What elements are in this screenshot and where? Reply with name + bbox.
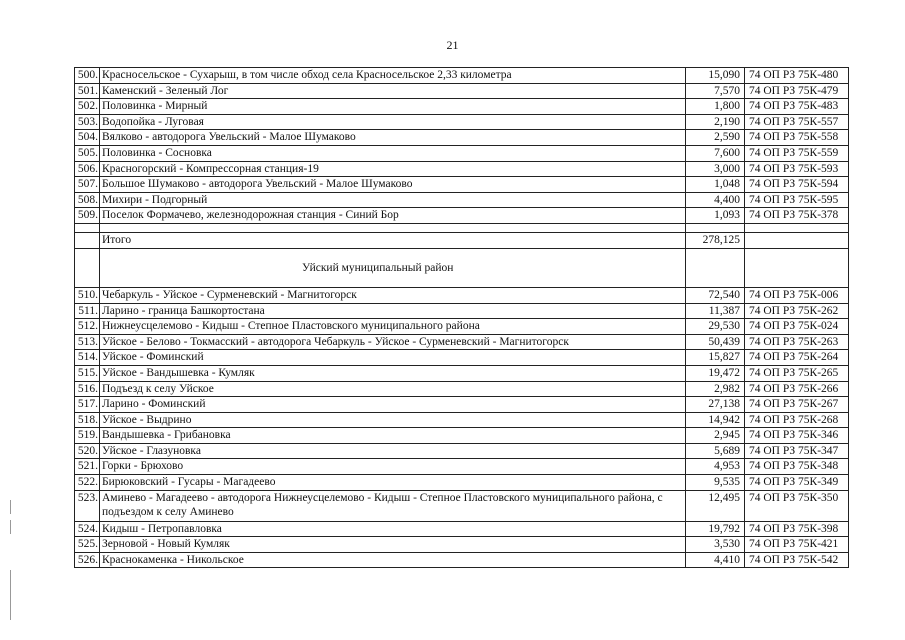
road-code: 74 ОП РЗ 75К-398: [745, 521, 849, 537]
road-name: Красносельское - Сухарыш, в том числе обход села Красносельское 2,33 километра: [100, 68, 686, 84]
row-number: 510.: [75, 287, 100, 303]
road-code: 74 ОП РЗ 75К-266: [745, 381, 849, 397]
road-name: Красногорский - Компрессорная станция-19: [100, 161, 686, 177]
road-length: 27,138: [686, 397, 745, 413]
row-number: 500.: [75, 68, 100, 84]
road-name: Поселок Формачево, железнодорожная станция - Синий Бор: [100, 208, 686, 224]
road-name: Уйское - Фоминский: [100, 350, 686, 366]
road-code: 74 ОП РЗ 75К-264: [745, 350, 849, 366]
road-code: 74 ОП РЗ 75К-479: [745, 83, 849, 99]
road-name: Вандышевка - Грибановка: [100, 428, 686, 444]
table-row: [75, 334, 849, 350]
road-length: 29,530: [686, 319, 745, 335]
road-code: 74 ОП РЗ 75К-350: [745, 490, 849, 521]
table-row: [75, 552, 849, 568]
road-name: Уйское - Глазуновка: [100, 443, 686, 459]
section1-body: [75, 68, 849, 224]
road-length: 19,792: [686, 521, 745, 537]
road-length: 4,953: [686, 459, 745, 475]
road-name: Уйское - Белово - Токмасский - автодорога Чебаркуль - Уйское - Сурменевский - Магнитогорск: [100, 334, 686, 350]
road-code: 74 ОП РЗ 75К-559: [745, 145, 849, 161]
table-row: [75, 459, 849, 475]
table-row: [75, 68, 849, 84]
row-number: 518.: [75, 412, 100, 428]
row-number: 524.: [75, 521, 100, 537]
table-row: [75, 161, 849, 177]
road-length: 1,048: [686, 177, 745, 193]
table-row: [75, 114, 849, 130]
road-length: 3,000: [686, 161, 745, 177]
total-label: Итого: [100, 232, 686, 248]
road-name: Ларино - граница Башкортостана: [100, 303, 686, 319]
row-number: 512.: [75, 319, 100, 335]
row-number: 505.: [75, 145, 100, 161]
row-number: 507.: [75, 177, 100, 193]
road-name: Ларино - Фоминский: [100, 397, 686, 413]
road-code: 74 ОП РЗ 75К-346: [745, 428, 849, 444]
road-code: 74 ОП РЗ 75К-347: [745, 443, 849, 459]
road-length: 15,827: [686, 350, 745, 366]
road-length: 4,400: [686, 192, 745, 208]
road-length: 12,495: [686, 490, 745, 521]
table-row: [75, 99, 849, 115]
road-length: 2,590: [686, 130, 745, 146]
road-name: Аминево - Магадеево - автодорога Нижнеусцелемово - Кидыш - Степное Пластовского муниципального района, с подъездом к селу Аминево: [100, 490, 686, 521]
road-name: Подъезд к селу Уйское: [100, 381, 686, 397]
road-length: 1,093: [686, 208, 745, 224]
table-row: [75, 412, 849, 428]
road-length: 14,942: [686, 412, 745, 428]
table-row: [75, 145, 849, 161]
row-number: 525.: [75, 537, 100, 553]
road-length: 2,945: [686, 428, 745, 444]
table-row: [75, 381, 849, 397]
row-number: 506.: [75, 161, 100, 177]
road-length: 5,689: [686, 443, 745, 459]
table-row: [75, 475, 849, 491]
road-name: Вялково - автодорога Увельский - Малое Шумаково: [100, 130, 686, 146]
page-number: 21: [446, 38, 459, 52]
road-code: 74 ОП РЗ 75К-593: [745, 161, 849, 177]
road-code: 74 ОП РЗ 75К-024: [745, 319, 849, 335]
table-row: [75, 365, 849, 381]
row-number: 515.: [75, 365, 100, 381]
table-row: [75, 319, 849, 335]
road-code: 74 ОП РЗ 75К-557: [745, 114, 849, 130]
road-code: 74 ОП РЗ 75К-267: [745, 397, 849, 413]
roads-table: [74, 67, 849, 568]
table-row: [75, 428, 849, 444]
road-code: 74 ОП РЗ 75К-595: [745, 192, 849, 208]
table-row: [75, 537, 849, 553]
road-code: 74 ОП РЗ 75К-421: [745, 537, 849, 553]
table-row: [75, 130, 849, 146]
row-number: 501.: [75, 83, 100, 99]
road-code: 74 ОП РЗ 75К-480: [745, 68, 849, 84]
road-code: 74 ОП РЗ 75К-594: [745, 177, 849, 193]
table-row: [75, 192, 849, 208]
table-row: [75, 397, 849, 413]
row-number: 522.: [75, 475, 100, 491]
road-length: 72,540: [686, 287, 745, 303]
road-length: 15,090: [686, 68, 745, 84]
road-length: 1,800: [686, 99, 745, 115]
road-length: 2,982: [686, 381, 745, 397]
road-name: Водопойка - Луговая: [100, 114, 686, 130]
section1-summary: [75, 223, 849, 287]
road-code: 74 ОП РЗ 75К-006: [745, 287, 849, 303]
row-number: 519.: [75, 428, 100, 444]
total-row: [75, 232, 849, 248]
road-code: 74 ОП РЗ 75К-483: [745, 99, 849, 115]
row-number: 523.: [75, 490, 100, 521]
row-number: 514.: [75, 350, 100, 366]
road-name: Михири - Подгорный: [100, 192, 686, 208]
table-row: [75, 83, 849, 99]
road-length: 3,530: [686, 537, 745, 553]
table-row: [75, 490, 849, 521]
row-number: 513.: [75, 334, 100, 350]
district-heading-row: [75, 248, 849, 287]
row-number: 520.: [75, 443, 100, 459]
road-code: 74 ОП РЗ 75К-378: [745, 208, 849, 224]
road-name: Краснокаменка - Никольское: [100, 552, 686, 568]
road-name: Уйское - Вандышевка - Кумляк: [100, 365, 686, 381]
row-number: 503.: [75, 114, 100, 130]
road-length: 9,535: [686, 475, 745, 491]
row-number: 521.: [75, 459, 100, 475]
margin-mark: [10, 570, 11, 620]
table-row: [75, 208, 849, 224]
row-number: 504.: [75, 130, 100, 146]
road-code: 74 ОП РЗ 75К-262: [745, 303, 849, 319]
road-name: Бирюковский - Гусары - Магадеево: [100, 475, 686, 491]
row-number: 502.: [75, 99, 100, 115]
road-code: 74 ОП РЗ 75К-558: [745, 130, 849, 146]
row-number: 508.: [75, 192, 100, 208]
road-name: Кидыш - Петропавловка: [100, 521, 686, 537]
section2-body: [75, 287, 849, 568]
row-number: 509.: [75, 208, 100, 224]
road-code: 74 ОП РЗ 75К-265: [745, 365, 849, 381]
road-code: 74 ОП РЗ 75К-542: [745, 552, 849, 568]
road-name: Уйское - Выдрино: [100, 412, 686, 428]
road-length: 19,472: [686, 365, 745, 381]
table-row: [75, 443, 849, 459]
table-row: [75, 350, 849, 366]
table-row: [75, 287, 849, 303]
margin-mark: [10, 520, 11, 534]
row-number: 511.: [75, 303, 100, 319]
road-length: 7,570: [686, 83, 745, 99]
road-name: Большое Шумаково - автодорога Увельский - Малое Шумаково: [100, 177, 686, 193]
road-name: Горки - Брюхово: [100, 459, 686, 475]
row-number: 516.: [75, 381, 100, 397]
district-title: Уйский муниципальный район: [302, 261, 454, 274]
road-name: Половинка - Мирный: [100, 99, 686, 115]
road-length: 7,600: [686, 145, 745, 161]
road-length: 4,410: [686, 552, 745, 568]
road-name: Зерновой - Новый Кумляк: [100, 537, 686, 553]
row-number: 517.: [75, 397, 100, 413]
road-code: 74 ОП РЗ 75К-268: [745, 412, 849, 428]
road-length: 2,190: [686, 114, 745, 130]
road-code: 74 ОП РЗ 75К-349: [745, 475, 849, 491]
row-number: 526.: [75, 552, 100, 568]
total-value: 278,125: [686, 232, 745, 248]
road-name: Чебаркуль - Уйское - Сурменевский - Магнитогорск: [100, 287, 686, 303]
road-code: 74 ОП РЗ 75К-348: [745, 459, 849, 475]
road-name: Каменский - Зеленый Лог: [100, 83, 686, 99]
road-name: Половинка - Сосновка: [100, 145, 686, 161]
margin-mark: [10, 500, 11, 514]
road-name: Нижнеусцелемово - Кидыш - Степное Пластовского муниципального района: [100, 319, 686, 335]
table-row: [75, 177, 849, 193]
road-length: 11,387: [686, 303, 745, 319]
road-length: 50,439: [686, 334, 745, 350]
road-code: 74 ОП РЗ 75К-263: [745, 334, 849, 350]
table-row: [75, 303, 849, 319]
table-row: [75, 521, 849, 537]
